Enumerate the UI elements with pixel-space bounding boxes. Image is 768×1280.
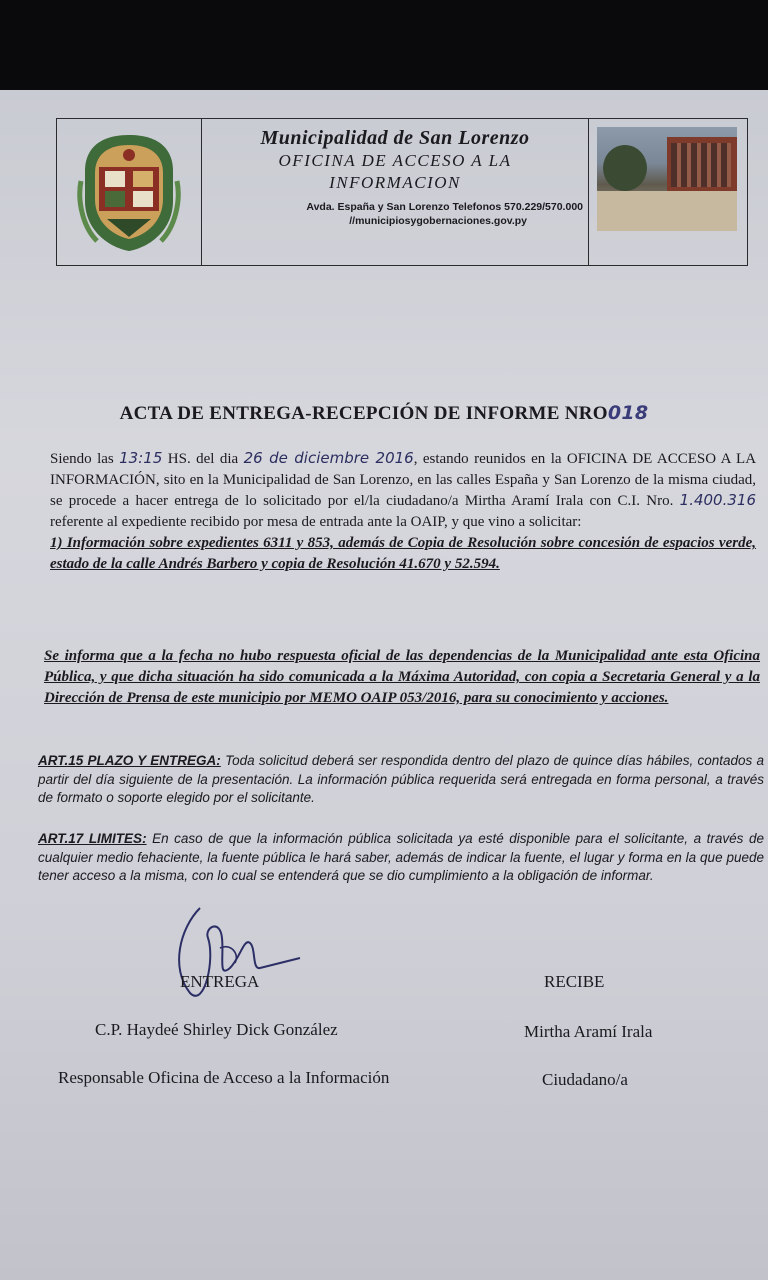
crest-cell [57,119,202,265]
office-name-line2: INFORMACION [329,173,461,192]
response-paragraph: Se informa que a la fecha no hubo respuesta oficial de las dependencias de la Municipalidad ante esta Oficina Pública, y que dicha situación ha sido comunicada a la Máxima Autoridad, con copia a Secretaria General y a la Dirección de Prensa de este municipio por MEMO OAIP 053/2016, para su conocimiento y acciones. [44,648,760,706]
address: Avda. España y San Lorenzo Telefonos 570.229/570.000 [306,201,583,213]
institution-name: Municipalidad de San Lorenzo [260,127,530,149]
building-photo [597,127,737,231]
deliver-name: C.P. Haydeé Shirley Dick González [95,1020,338,1039]
receive-label: RECIBE [544,972,605,991]
receive-name: Mirtha Aramí Irala [524,1022,653,1041]
photo-cell [588,119,747,265]
office-name-line1: OFICINA DE ACCESO A LA [278,151,512,170]
handwritten-time: 13:15 [119,449,163,467]
website: //municipiosygobernaciones.gov.py [349,215,527,227]
article-15: ART.15 PLAZO Y ENTREGA: Toda solicitud deberá ser respondida dentro del plazo de quince días hábiles, contados a partir del día siguiente de la presentación. La información pública requerida será entregada en forma personal, a través de formato o soporte elegido por el solicitante. [38,753,765,805]
handwritten-date: 26 de diciembre 2016 [243,449,414,467]
municipal-crest-icon [77,131,181,255]
deliver-label: ENTREGA [180,972,260,991]
letterhead [56,118,748,266]
deliver-title: Responsable Oficina de Acceso a la Información [58,1068,390,1087]
article-17: ART.17 LIMITES: En caso de que la información pública solicitada ya esté disponible para el solicitante, a través de cualquier medio fehaciente, la fuente pública le hará saber, además de indicar la fuente, el lugar y forma en la que puede tener acceso a la misma, con lo cual se entenderá que se dio cumplimiento a la obligación de informar. [38,831,764,883]
letterhead-text [203,119,587,265]
document-title: ACTA DE ENTREGA-RECEPCIÓN DE INFORME NRO018 [119,402,649,424]
receive-title: Ciudadano/a [542,1070,628,1089]
request-text: 1) Información sobre expedientes 6311 y 853, además de Copia de Resolución sobre concesión de espacios verde, estado de la calle Andrés Barbero y copia de Resolución 41.670 y 52.594. [50,535,756,572]
body-paragraph: Siendo las 13:15 HS. del dia 26 de diciembre 2016, estando reunidos en la OFICINA DE ACCESO A LA INFORMACIÓN, sito en la Municipalidad de San Lorenzo, en las calles España y San Lorenzo de la misma ciudad, se procede a hacer entrega de lo solicitado por el/la ciudadano/a Mirtha Aramí Irala con C.I. Nro. 1.400.316 referente al expediente recibido por mesa de entrada ante la OAIP, y que vino a solicitar: 1) Información sobre expedientes 6311 y 853, además de Copia de Resolución sobre concesión de espacios verde, estado de la calle Andrés Barbero y copia de Resolución 41.670 y 52.594. [50,448,756,575]
report-number: 018 [607,402,649,424]
handwritten-ci: 1.400.316 [679,491,756,509]
